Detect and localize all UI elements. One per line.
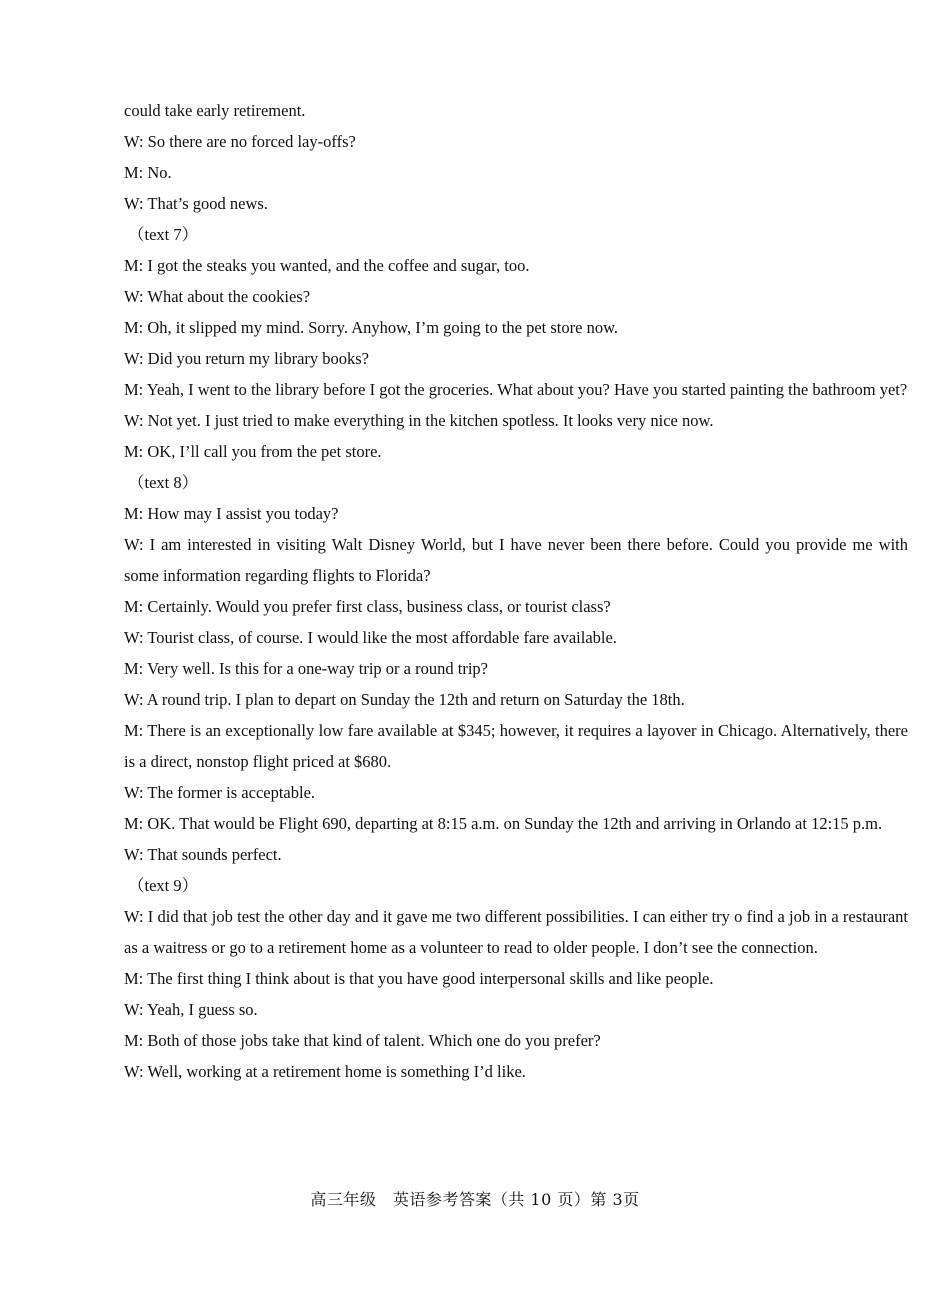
section-marker: （text 7） [128, 225, 199, 244]
transcript-line: W: Not yet. I just tried to make everything in the kitchen spotless. It looks very nice now. [124, 411, 714, 430]
transcript-line: W: Tourist class, of course. I would like the most affordable fare available. [124, 628, 617, 647]
transcript-line: M: OK, I’ll call you from the pet store. [124, 442, 382, 461]
transcript-line: M: The first thing I think about is that you have good interpersonal skills and like people. [124, 969, 714, 988]
transcript-line: W: What about the cookies? [124, 287, 311, 306]
transcript-line: M: Oh, it slipped my mind. Sorry. Anyhow, I’m going to the pet store now. [124, 318, 619, 337]
transcript-line: W: I am interested in visiting Walt Disney World, but I have never been there before. Could you provide me with some information regarding flights to Florida? [124, 535, 908, 585]
transcript-line: W: That’s good news. [124, 194, 268, 213]
transcript-line: W: A round trip. I plan to depart on Sunday the 12th and return on Saturday the 18th. [124, 690, 685, 709]
transcript-line: M: Very well. Is this for a one-way trip or a round trip? [124, 659, 488, 678]
transcript-line: M: Yeah, I went to the library before I got the groceries. What about you? Have you started painting the bathroom yet? [124, 380, 908, 399]
transcript-body [124, 95, 908, 1087]
page-footer: 高三年级 英语参考答案（共 10 页）第 3页 [310, 1190, 640, 1209]
transcript-line: M: How may I assist you today? [124, 504, 339, 523]
transcript-line: W: Well, working at a retirement home is something I’d like. [124, 1062, 526, 1081]
transcript-line: M: I got the steaks you wanted, and the coffee and sugar, too. [124, 256, 530, 275]
transcript-line: M: No. [124, 163, 172, 182]
transcript-line: W: I did that job test the other day and it gave me two different possibilities. I can either try o find a job in a restaurant as a waitress or go to a retirement home as a volunteer to read to older people. I don’t see the connection. [124, 907, 908, 957]
transcript-line: M: Both of those jobs take that kind of talent. Which one do you prefer? [124, 1031, 601, 1050]
section-marker: （text 9） [128, 876, 199, 895]
transcript-line: W: Did you return my library books? [124, 349, 370, 368]
transcript-line: W: That sounds perfect. [124, 845, 282, 864]
transcript-line: W: Yeah, I guess so. [124, 1000, 258, 1019]
transcript-line: W: So there are no forced lay-offs? [124, 132, 356, 151]
transcript-line: M: Certainly. Would you prefer first class, business class, or tourist class? [124, 597, 611, 616]
section-marker: （text 8） [128, 473, 199, 492]
transcript-line: M: There is an exceptionally low fare available at $345; however, it requires a layover in Chicago. Alternatively, there is a direct, nonstop flight priced at $680. [124, 721, 908, 771]
transcript-line: W: The former is acceptable. [124, 783, 316, 802]
transcript-line: could take early retirement. [124, 101, 306, 120]
transcript-line: M: OK. That would be Flight 690, departing at 8:15 a.m. on Sunday the 12th and arriving in Orlando at 12:15 p.m. [124, 814, 883, 833]
